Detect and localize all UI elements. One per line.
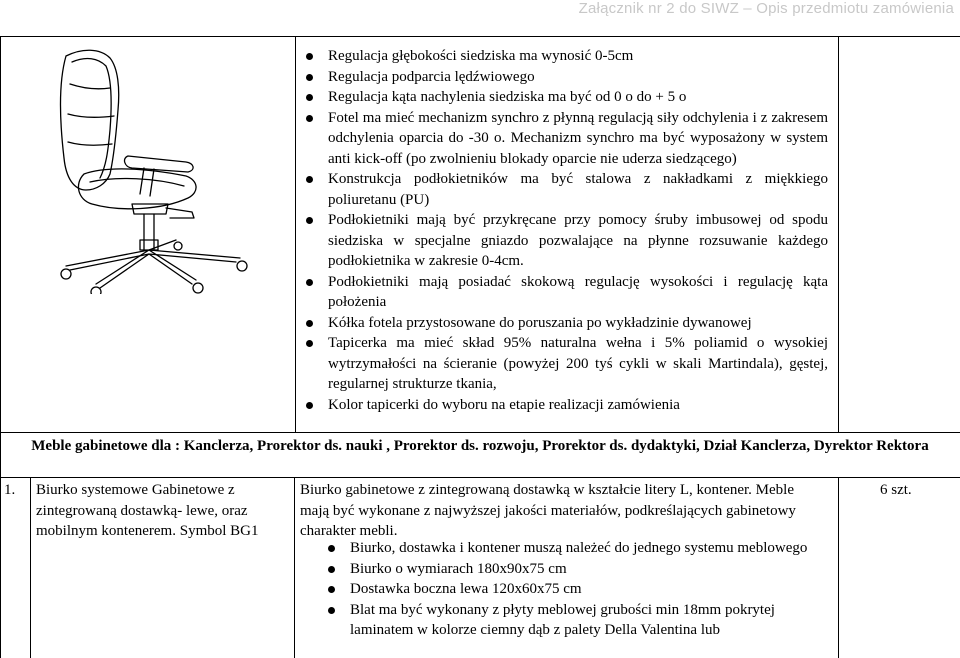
section-heading: Meble gabinetowe dla : Kanclerza, Prorektor ds. nauki , Prorektor ds. rozwoju, Prorektor ds. dydaktyki, Dział Kanclerza, Dyrektor Rektora xyxy=(31,438,929,454)
table-left-border xyxy=(0,36,1,658)
item-name: Biurko systemowe Gabinetowe z zintegrowaną dostawką- lewe, oraz mobilnym kontenerem. Symbol BG1 xyxy=(36,482,259,539)
spec-item: Regulacja głębokości siedziska ma wynosić 0-5cm xyxy=(300,46,828,67)
table-top-border xyxy=(0,36,960,37)
spec-item: Konstrukcja podłokietników ma być stalowa z nakładkami z miękkiego poliuretanu (PU) xyxy=(300,169,828,210)
row-number: 1. xyxy=(4,482,16,498)
spec-item: Kółka fotela przystosowane do poruszania po wykładzinie dywanowej xyxy=(300,313,828,334)
spec-item: Regulacja podparcia lędźwiowego xyxy=(300,67,828,88)
desc-item: Biurko, dostawka i kontener muszą należeć do jednego systemu meblowego xyxy=(322,538,826,559)
spec-item: Tapicerka ma mieć skład 95% naturalna wełna i 5% poliamid o wysokiej wytrzymałości na ścieranie (powyżej 200 tyś cykli w skali Martindala), gęstej, regularnej strukturze tkania, xyxy=(300,333,828,395)
spec-item: Podłokietniki mają posiadać skokową regulację wysokości i regulację kąta położenia xyxy=(300,272,828,313)
column-divider-1 xyxy=(295,36,296,432)
desc-item: Dostawka boczna lewa 120x60x75 cm xyxy=(322,579,826,600)
chair-spec-list xyxy=(300,46,828,415)
office-chair-drawing xyxy=(36,44,256,294)
item-description: Biurko gabinetowe z zintegrowaną dostawką w kształcie litery L, kontener. Meble mają być wykonane z najwyższej jakości materiałów, podkreślających gabinetowy charakter mebli. xyxy=(300,482,796,539)
spec-item: Regulacja kąta nachylenia siedziska ma być od 0 o do + 5 o xyxy=(300,87,828,108)
item-description-list xyxy=(322,538,826,641)
column-divider-qty xyxy=(838,477,839,658)
desc-item: Blat ma być wykonany z płyty meblowej grubości min 18mm pokrytej laminatem w kolorze ciemny dąb z palety Della Valentina lub xyxy=(322,600,826,641)
spec-item: Kolor tapicerki do wyboru na etapie realizacji zamówienia xyxy=(300,395,828,416)
column-divider-2 xyxy=(838,36,839,432)
section-bottom-border xyxy=(0,477,960,478)
column-divider-name xyxy=(294,477,295,658)
document-header: Załącznik nr 2 do SIWZ – Opis przedmiotu zamówienia xyxy=(578,0,954,17)
spec-item: Fotel ma mieć mechanizm synchro z płynną regulacją siły odchylenia i z zakresem odchylenia oparcia do -30 o. Mechanizm synchro ma być wyposażony w system anti kick-off (po zwolnieniu blokady oparcie nie uderza siedzącego) xyxy=(300,108,828,170)
spec-item: Podłokietniki mają być przykręcane przy pomocy śruby imbusowej od spodu siedziska w specjalne gniazdo pozwalające na płynne rozsuwanie każdego podłokietnika w zakresie 0-4cm. xyxy=(300,210,828,272)
section-top-border xyxy=(0,432,960,433)
desc-item: Biurko o wymiarach 180x90x75 cm xyxy=(322,559,826,580)
column-divider-num xyxy=(30,477,31,658)
item-quantity: 6 szt. xyxy=(880,482,912,498)
